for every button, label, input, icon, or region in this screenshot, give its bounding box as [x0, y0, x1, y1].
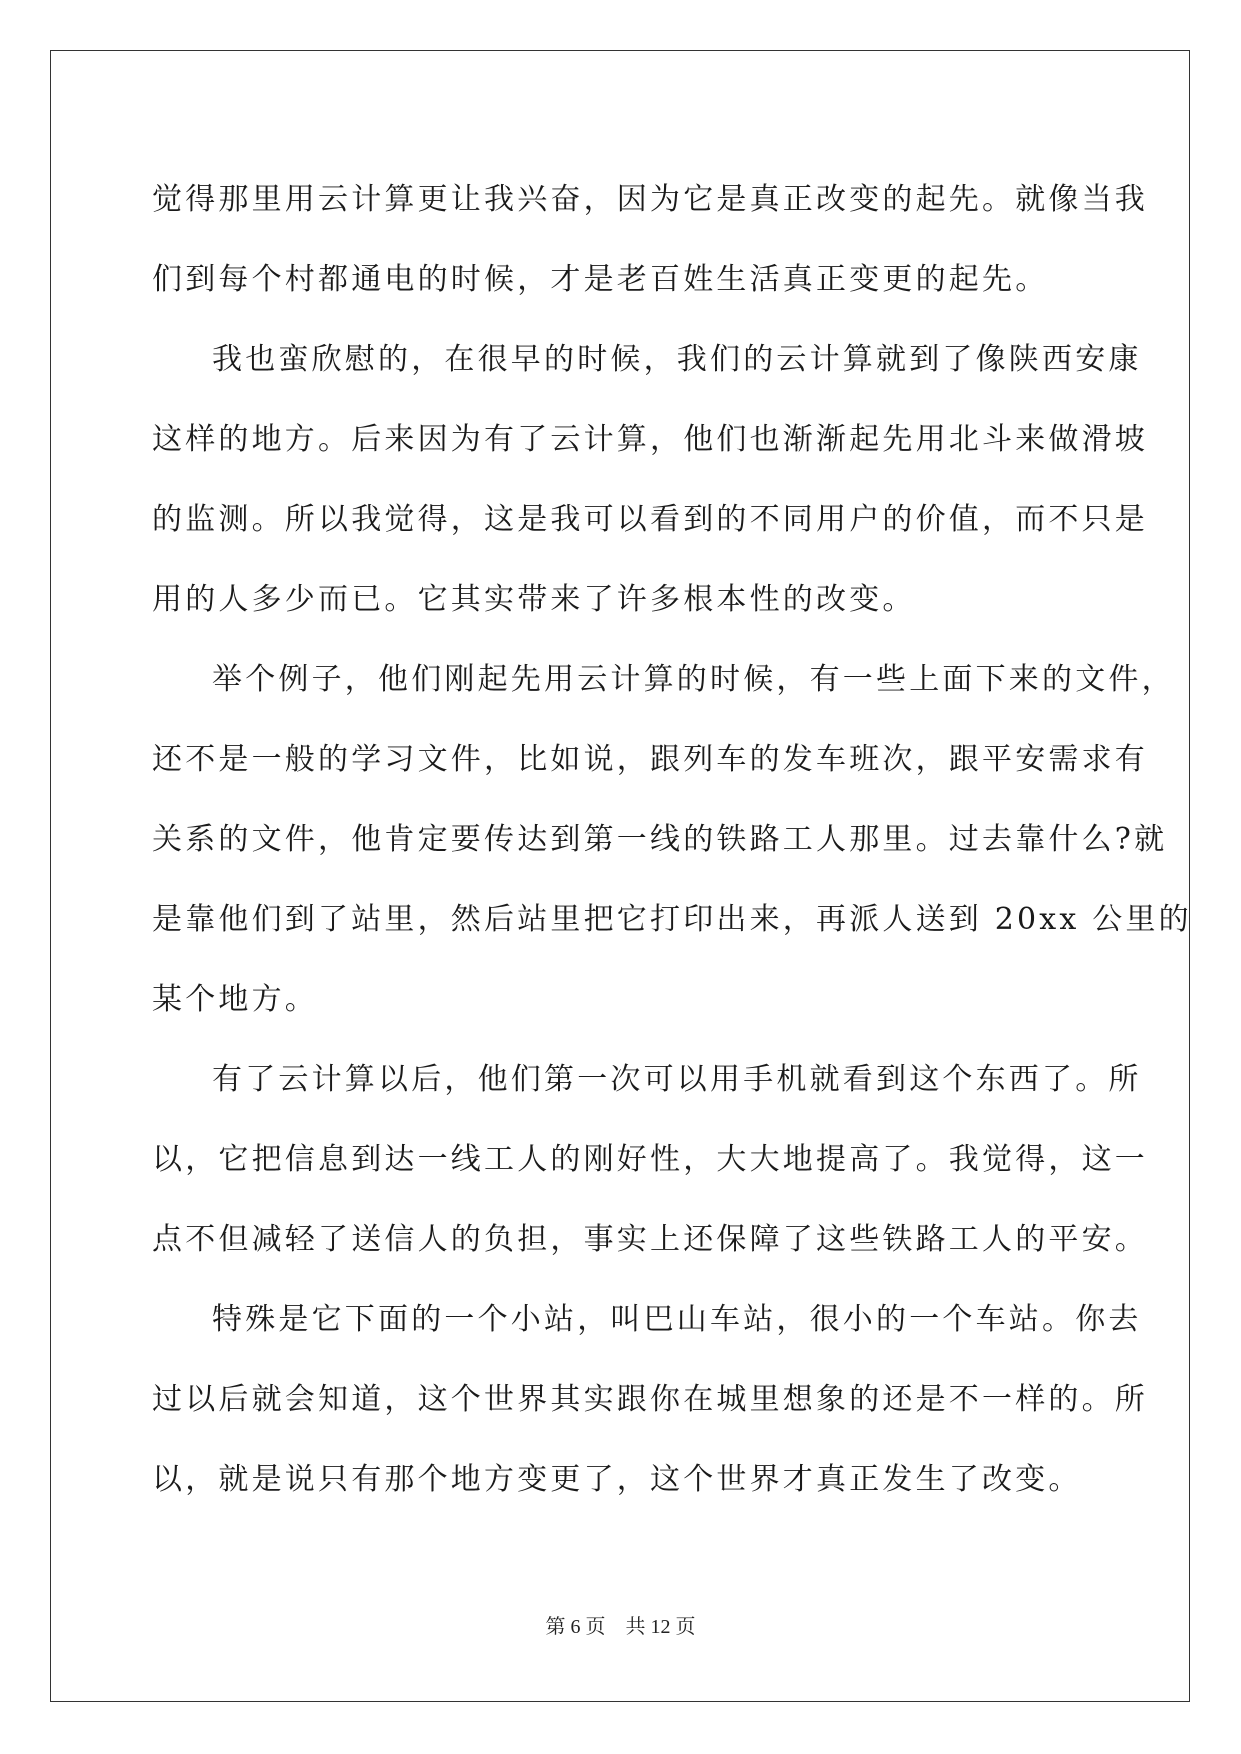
text-line: 过以后就会知道，这个世界其实跟你在城里想象的还是不一样的。所 — [152, 1382, 1148, 1417]
text-line: 用的人多少而已。它其实带来了许多根本性的改变。 — [152, 582, 916, 617]
paragraph — [152, 160, 1192, 1520]
text-line: 们到每个村都通电的时候，才是老百姓生活真正变更的起先。 — [152, 262, 1049, 297]
text-line: 是靠他们到了站里，然后站里把它打印出来，再派人送到 20xx 公里的 — [152, 902, 1192, 937]
text-line: 以，就是说只有那个地方变更了，这个世界才真正发生了改变。 — [152, 1462, 1082, 1497]
text-line: 的监测。所以我觉得，这是我可以看到的不同用户的价值，而不只是 — [152, 502, 1148, 537]
text-line: 关系的文件，他肯定要传达到第一线的铁路工人那里。过去靠什么?就 — [152, 822, 1168, 857]
text-line: 点不但减轻了送信人的负担，事实上还保障了这些铁路工人的平安。 — [152, 1222, 1148, 1257]
text-line: 某个地方。 — [152, 982, 318, 1017]
text-line: 以，它把信息到达一线工人的刚好性，大大地提高了。我觉得，这一 — [152, 1142, 1148, 1177]
page-footer — [0, 1610, 1241, 1639]
text-line: 特殊是它下面的一个小站，叫巴山车站，很小的一个车站。你去 — [212, 1302, 1142, 1337]
document-body — [152, 160, 1192, 1520]
text-line: 我也蛮欣慰的，在很早的时候，我们的云计算就到了像陕西安康 — [212, 342, 1142, 377]
text-line: 举个例子，他们刚起先用云计算的时候，有一些上面下来的文件， — [212, 662, 1175, 697]
page-number-label: 第 6 页 共 12 页 — [545, 1616, 696, 1638]
text-line: 还不是一般的学习文件，比如说，跟列车的发车班次，跟平安需求有 — [152, 742, 1148, 777]
text-line: 这样的地方。后来因为有了云计算，他们也渐渐起先用北斗来做滑坡 — [152, 422, 1148, 457]
text-line: 有了云计算以后，他们第一次可以用手机就看到这个东西了。所 — [212, 1062, 1142, 1097]
text-line: 觉得那里用云计算更让我兴奋，因为它是真正改变的起先。就像当我 — [152, 182, 1148, 217]
